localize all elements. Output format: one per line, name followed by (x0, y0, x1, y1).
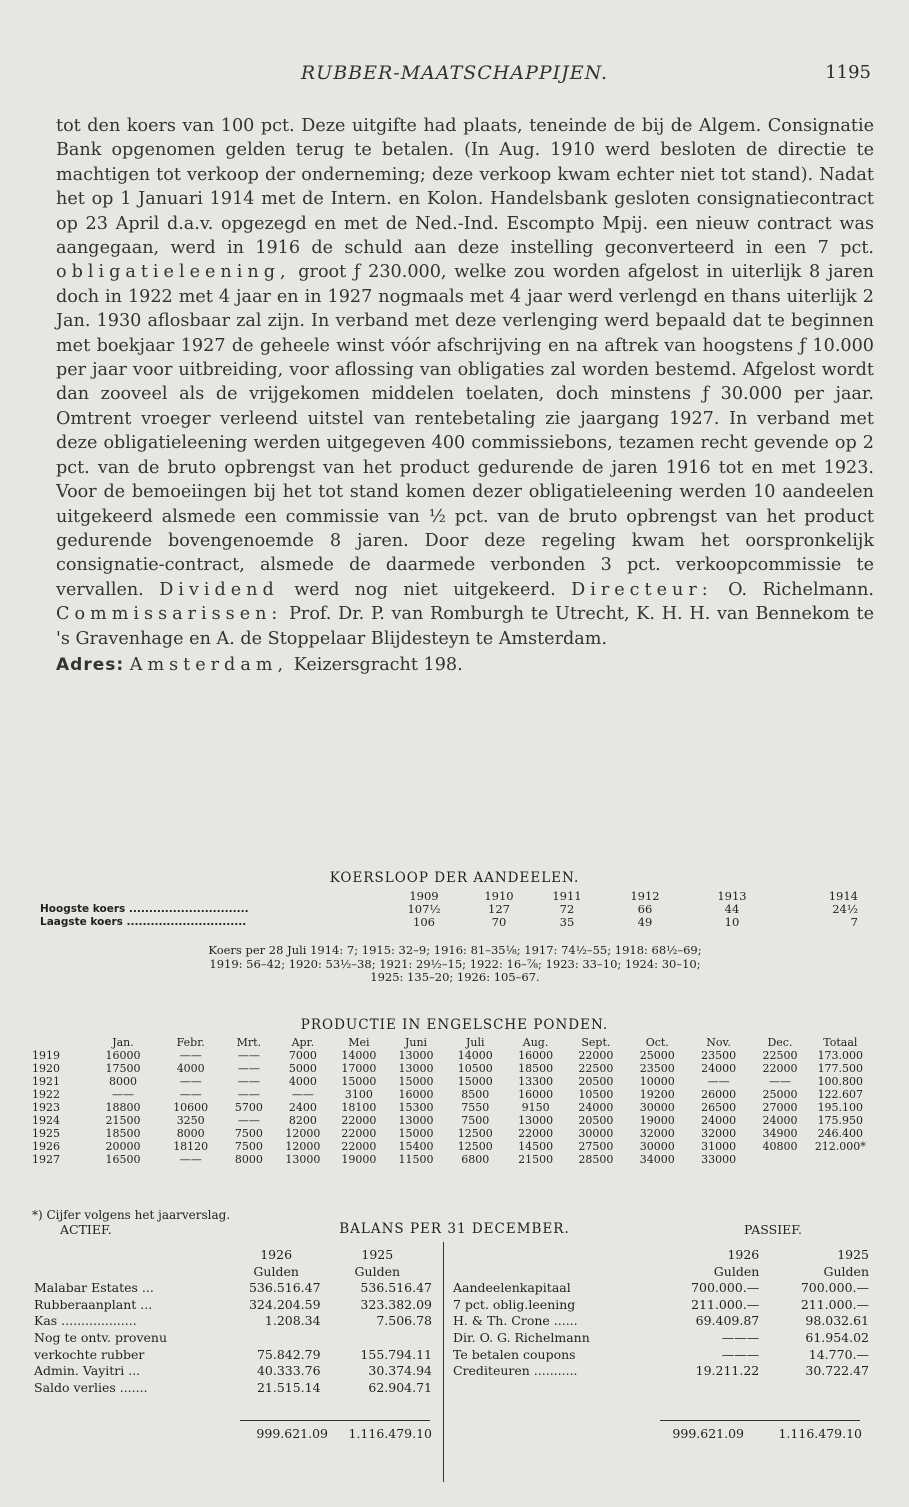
commissarissen-text: Prof. Dr. P. van Romburgh te Utrecht, K. H. H. van Bennekom te 's Gravenhage en A. de Stoppelaar Blijdesteyn te Amsterdam. (56, 604, 874, 649)
table-cell: 18800 (105, 1101, 141, 1114)
row-label: Laagste koers .............................. (40, 916, 247, 928)
balans-title: BALANS PER 31 DECEMBER. (339, 1221, 570, 1237)
table-cell: 15000 (457, 1075, 493, 1088)
table-cell: 195.100 (817, 1101, 864, 1114)
table-cell: 12000 (285, 1127, 321, 1140)
table-cell: 18500 (518, 1062, 554, 1075)
actief-row (34, 1348, 432, 1363)
table-cell: —— (768, 1075, 791, 1088)
table-cell: 15000 (398, 1127, 434, 1140)
table-cell: 7 (850, 915, 858, 929)
table-cell: 5700 (234, 1101, 263, 1114)
table-cell: 32000 (701, 1127, 737, 1140)
koersloop-row-laagste (40, 916, 858, 929)
balans-label: Nog te ontv. provenu (34, 1329, 168, 1345)
table-cell: 33000 (701, 1153, 737, 1166)
actief-table (32, 1246, 434, 1397)
table-row (32, 1101, 870, 1114)
actief-row (34, 1364, 432, 1379)
table-cell: 177.500 (817, 1062, 864, 1075)
passief-table (451, 1246, 871, 1381)
balans-label: H. & Th. Crone ...... (453, 1313, 578, 1329)
table-cell: 21500 (518, 1153, 554, 1166)
balans-value: 1.208.34 (264, 1313, 321, 1329)
adres-label: Adres: (56, 654, 125, 675)
table-cell: 22500 (578, 1062, 614, 1075)
table-cell: 20500 (578, 1075, 614, 1088)
table-cell: 13000 (518, 1114, 554, 1127)
table-cell: 107½ (407, 902, 441, 916)
table-cell: 28500 (578, 1153, 614, 1166)
balans-label: Dir. O. G. Richelmann (453, 1329, 590, 1345)
table-cell: 49 (637, 915, 653, 929)
table-cell: 122.607 (817, 1088, 864, 1101)
table-cell: 17000 (341, 1062, 377, 1075)
productie-title: PRODUCTIE IN ENGELSCHE PONDEN. (300, 1017, 609, 1033)
year-cell: 1910 (484, 889, 514, 903)
table-cell: 18120 (173, 1140, 209, 1153)
table-row (32, 1127, 870, 1140)
column-header: Juni (404, 1036, 428, 1049)
table-cell: 23500 (701, 1049, 737, 1062)
balans-value: 7.506.78 (376, 1313, 432, 1329)
koersloop-notes (40, 944, 870, 985)
table-cell: 14000 (341, 1049, 377, 1062)
table-cell: —— (179, 1049, 202, 1062)
balans-value: 155.794.11 (360, 1346, 432, 1362)
row-year: 1924 (32, 1114, 60, 1127)
actief-head-year: 1926 1925 (260, 1247, 394, 1262)
table-cell: 19200 (639, 1088, 675, 1101)
table-cell: 10500 (457, 1062, 493, 1075)
column-header: Jan. (112, 1036, 134, 1049)
balans-value: 211.000.— (800, 1296, 869, 1312)
table-cell: —— (237, 1062, 260, 1075)
balans-value: ——— (721, 1329, 760, 1345)
table-cell: 23500 (639, 1062, 675, 1075)
table-cell: 70 (491, 915, 507, 929)
balans-value: 324.204.59 (248, 1296, 321, 1312)
table-cell: 20500 (578, 1114, 614, 1127)
row-year: 1925 (32, 1127, 60, 1140)
table-cell: 7550 (461, 1101, 490, 1114)
table-row (32, 1153, 870, 1166)
table-cell: —— (291, 1088, 314, 1101)
table-cell: 24000 (701, 1114, 737, 1127)
table-cell: 72 (559, 902, 575, 916)
table-row (32, 1140, 870, 1153)
page-number: 1195 (825, 62, 871, 83)
table-cell: 246.400 (817, 1127, 864, 1140)
table-cell: —— (707, 1075, 730, 1088)
balans-label: Saldo verlies ....... (34, 1379, 148, 1395)
table-cell: 16000 (518, 1049, 554, 1062)
table-cell: 212.000* (814, 1140, 866, 1153)
row-label: Hoogste koers .............................. (40, 903, 249, 915)
table-cell: 22000 (762, 1062, 798, 1075)
passief-row (453, 1331, 869, 1346)
table-cell: 9150 (521, 1101, 550, 1114)
balans-divider (443, 1242, 444, 1482)
commissarissen-label: Commissarissen: (56, 604, 283, 625)
table-cell: —— (179, 1088, 202, 1101)
actief-body (34, 1248, 432, 1395)
table-cell: 34000 (639, 1153, 675, 1166)
table-cell: 3100 (344, 1088, 373, 1101)
total-actief-1925: 1.116.479.10 (348, 1426, 432, 1441)
table-cell: 13300 (518, 1075, 554, 1088)
koersloop-title: KOERSLOOP DER AANDEELEN. (329, 870, 580, 886)
table-cell: 44 (724, 902, 740, 916)
koersloop-table (40, 890, 858, 929)
row-year: 1927 (32, 1153, 60, 1166)
directeur-text: O. Richelmann. (728, 579, 875, 600)
table-cell: 175.950 (817, 1114, 864, 1127)
balans-value: 323.382.09 (360, 1296, 432, 1312)
table-cell: 22500 (762, 1049, 798, 1062)
table-cell: 11500 (398, 1153, 434, 1166)
table-cell: 12500 (457, 1140, 493, 1153)
table-cell: 22000 (341, 1114, 377, 1127)
balans-value: 69.409.87 (695, 1313, 760, 1329)
productie-table-body (32, 1036, 870, 1166)
table-cell: 40800 (762, 1140, 798, 1153)
productie-header-row (32, 1036, 870, 1049)
spaced-obligatieleening: obligatieleening, (56, 262, 291, 283)
table-cell: 32000 (639, 1127, 675, 1140)
row-year: 1921 (32, 1075, 60, 1088)
row-year: 1926 (32, 1140, 60, 1153)
table-cell: 16500 (105, 1153, 141, 1166)
table-cell: 7500 (461, 1114, 490, 1127)
koersloop-note-2: 1919: 56–42; 1920: 53½–38; 1921: 29½–15; 1922: 16–⅞; 1923: 33–10; 1924: 30–10; (209, 956, 701, 971)
table-cell: —— (237, 1075, 260, 1088)
table-cell: 16000 (105, 1049, 141, 1062)
balans-value: 30.374.94 (368, 1363, 432, 1379)
passief-row (453, 1348, 869, 1363)
passief-head-unit: Gulden Gulden (713, 1263, 869, 1279)
table-cell: 27000 (762, 1101, 798, 1114)
table-cell: 100.800 (817, 1075, 864, 1088)
table-cell (811, 1153, 870, 1166)
passief-label: PASSIEF. (744, 1222, 802, 1237)
table-cell: 24000 (578, 1101, 614, 1114)
column-header: Dec. (767, 1036, 793, 1049)
table-cell: 13000 (398, 1062, 434, 1075)
balans-value (232, 1331, 321, 1346)
productie-table (32, 1036, 870, 1166)
table-cell: 12500 (457, 1127, 493, 1140)
balans-value: 30.722.47 (805, 1363, 869, 1379)
column-header: Nov. (706, 1036, 731, 1049)
table-row (32, 1114, 870, 1127)
balans-value: 700.000.— (800, 1280, 869, 1296)
table-cell: 14000 (457, 1049, 493, 1062)
running-header: RUBBER-MAATSCHAPPIJEN. (300, 62, 609, 84)
balans-label: Te betalen coupons (453, 1346, 576, 1362)
year-cell: 1914 (828, 889, 858, 903)
passief-row (453, 1298, 869, 1313)
table-cell: 10000 (639, 1075, 675, 1088)
year-cell: 1909 (409, 889, 439, 903)
table-cell: 2400 (288, 1101, 317, 1114)
balans-value: 14.770.— (808, 1346, 869, 1362)
passief-totals (654, 1426, 864, 1441)
balans-value (323, 1331, 432, 1346)
table-row (32, 1062, 870, 1075)
table-cell: —— (237, 1114, 260, 1127)
balans-value: 62.904.71 (368, 1379, 432, 1395)
table-cell: —— (179, 1153, 202, 1166)
total-passief-1926: 999.621.09 (672, 1426, 744, 1441)
balans-value: 536.516.47 (248, 1280, 321, 1296)
balans-value: 536.516.47 (360, 1280, 432, 1296)
adres-city: Amsterdam, (129, 654, 289, 675)
koersloop-note-3: 1925: 135–20; 1926: 105–67. (370, 970, 540, 984)
table-cell: —— (111, 1088, 134, 1101)
table-cell: 173.000 (817, 1049, 864, 1062)
table-cell: 7500 (234, 1127, 263, 1140)
table-cell: 25000 (762, 1088, 798, 1101)
koersloop-note-1: Koers per 28 Juli 1914: 7; 1915: 32–9; 1916: 81–35⅛; 1917: 74½–55; 1918: 68½–69; (208, 943, 702, 957)
table-cell: 10600 (173, 1101, 209, 1114)
balans-value: 700.000.— (691, 1280, 760, 1296)
column-header: Oct. (645, 1036, 669, 1049)
balans-label: Malabar Estates ... (34, 1280, 154, 1296)
table-cell: 106 (413, 915, 435, 929)
table-cell: 8500 (461, 1088, 490, 1101)
table-cell: 26000 (701, 1088, 737, 1101)
table-cell: 13000 (398, 1114, 434, 1127)
table-cell: 15400 (398, 1140, 434, 1153)
actief-row (34, 1381, 432, 1396)
table-cell: 15300 (398, 1101, 434, 1114)
table-cell: 26500 (701, 1101, 737, 1114)
year-cell: 1911 (552, 889, 582, 903)
table-cell: 13000 (285, 1153, 321, 1166)
passief-row (453, 1364, 869, 1379)
table-row (32, 1049, 870, 1062)
passief-total-rule (660, 1420, 860, 1421)
table-cell: 30000 (639, 1140, 675, 1153)
balans-value: 211.000.— (691, 1296, 760, 1312)
table-cell: 127 (488, 902, 510, 916)
table-cell: 30000 (578, 1127, 614, 1140)
balans-label: verkochte rubber (34, 1346, 145, 1362)
actief-row (34, 1298, 432, 1313)
passief-row (453, 1281, 869, 1296)
balans-value: 98.032.61 (805, 1313, 869, 1329)
dividend-label: Dividend (159, 579, 279, 600)
table-cell: 16000 (518, 1088, 554, 1101)
table-cell: 27500 (578, 1140, 614, 1153)
table-cell: 25000 (639, 1049, 675, 1062)
table-cell: 17500 (105, 1062, 141, 1075)
balans-label: Kas ................... (34, 1313, 137, 1329)
table-cell: 22000 (341, 1140, 377, 1153)
adres-street: Keizersgracht 198. (293, 654, 463, 675)
actief-label: ACTIEF. (60, 1222, 112, 1237)
column-header: Juli (466, 1036, 485, 1049)
actief-totals (232, 1426, 432, 1441)
table-cell: 7500 (234, 1140, 263, 1153)
actief-head-unit: Gulden Gulden (253, 1263, 401, 1279)
balans-label: Rubberaanplant ... (34, 1296, 153, 1312)
directeur-label: Directeur: (571, 579, 713, 600)
actief-row (34, 1331, 432, 1346)
table-cell: —— (237, 1088, 260, 1101)
balans-value: ——— (721, 1346, 760, 1362)
balans-value: 61.954.02 (805, 1329, 869, 1345)
total-passief-1925: 1.116.479.10 (778, 1426, 862, 1441)
balans-label: Crediteuren ........... (453, 1363, 578, 1379)
table-cell: —— (179, 1075, 202, 1088)
column-header: Febr. (176, 1036, 205, 1049)
table-cell: 30000 (639, 1101, 675, 1114)
table-cell: 13000 (398, 1049, 434, 1062)
table-cell: 18500 (105, 1127, 141, 1140)
table-cell: 19000 (341, 1153, 377, 1166)
table-cell: 8000 (176, 1127, 205, 1140)
table-cell: 7000 (288, 1049, 317, 1062)
column-header: Mei (348, 1036, 370, 1049)
table-cell: 22000 (341, 1127, 377, 1140)
row-year: 1919 (32, 1049, 60, 1062)
table-cell: 15000 (398, 1075, 434, 1088)
table-cell: 21500 (105, 1114, 141, 1127)
table-cell: 8000 (108, 1075, 137, 1088)
table-cell: 22000 (578, 1049, 614, 1062)
balans-label: Aandeelenkapitaal (453, 1280, 571, 1296)
table-cell: 10 (724, 915, 740, 929)
table-cell: 24000 (701, 1062, 737, 1075)
balans-value: 19.211.22 (695, 1363, 760, 1379)
table-cell: 24½ (832, 902, 858, 916)
table-cell: 22000 (518, 1127, 554, 1140)
row-year: 1923 (32, 1101, 60, 1114)
table-cell: 12000 (285, 1140, 321, 1153)
table-cell: 3250 (176, 1114, 205, 1127)
table-cell: 66 (637, 902, 653, 916)
column-header: Totaal (823, 1036, 858, 1049)
table-cell: 4000 (288, 1075, 317, 1088)
column-header: Apr. (291, 1036, 315, 1049)
dividend-text: werd nog niet uitgekeerd. (294, 579, 556, 600)
table-cell (749, 1153, 810, 1166)
table-cell: 20000 (105, 1140, 141, 1153)
table-cell: 14500 (518, 1140, 554, 1153)
text-a: tot den koers van 100 pct. Deze uitgifte had plaats, teneinde de bij de Algem. Consignatie Bank opgenomen gelden terug te betalen. (In Aug. 1910 werd besloten de directie te machtigen tot verkoop der onderneming; deze verkoop kwam echter niet tot stand). Nadat het op 1 Januari 1914 met de Intern. en Kolon. Handelsbank gesloten consignatiecontract op 23 April d.a.v. opgezegd en met de Ned.-Ind. Escompto Mpij. een nieuw contract was aangegaan, werd in 1916 de schuld aan deze instelling geconverteerd in een 7 pct. (56, 116, 874, 259)
table-row (32, 1075, 870, 1088)
balans-value: 21.515.14 (256, 1379, 321, 1395)
text-b: groot ƒ 230.000, welke zou worden afgelost in uiterlijk 8 jaren doch in 1922 met 4 jaar en in 1927 nogmaals met 4 jaar werd verlengd en thans uiterlijk 2 Jan. 1930 aflosbaar zal zijn. In verband met deze verlenging werd bepaald dat te beginnen met boekjaar 1927 de geheele winst vóór afschrijving en na aftrek van hoogstens ƒ 10.000 per jaar voor uitbreiding, voor aflossing van obligaties zal worden bestemd. Afgelost wordt dan zooveel als de vrijgekomen middelen toelaten, doch minstens ƒ 30.000 per jaar. Omtrent vroeger verleend uitstel van rentebetaling zie jaargang 1927. In verband met deze obligatieleening werden uitgegeven 400 commissiebons, tezamen recht gevende op 2 pct. van de bruto opbrengst van het product gedurende de jaren 1916 tot en met 1923. Voor de bemoeiingen bij het tot stand komen dezer obligatieleening werden 10 aandeelen uitgekeerd alsmede een commissie van ½ pct. van de bruto opbrengst van het product gedurende bovengenoemde 8 jaren. Door deze regeling kwam het oorspronkelijk consignatie-contract, alsmede de daarmede verbonden 3 pct. verkoopcommissie te vervallen. (56, 262, 875, 600)
table-cell: 34900 (762, 1127, 798, 1140)
table-cell: 8000 (234, 1153, 263, 1166)
row-year: 1922 (32, 1088, 60, 1101)
column-header: Mrt. (236, 1036, 262, 1049)
passief-head-year: 1926 1925 (727, 1247, 869, 1262)
table-cell: —— (237, 1049, 260, 1062)
passief-body (453, 1248, 869, 1379)
table-cell: 19000 (639, 1114, 675, 1127)
balans-label: 7 pct. oblig.leening (453, 1296, 576, 1312)
table-cell: 31000 (701, 1140, 737, 1153)
table-cell: 4000 (176, 1062, 205, 1075)
table-cell: 8200 (288, 1114, 317, 1127)
table-cell: 10500 (578, 1088, 614, 1101)
passief-row (453, 1314, 869, 1329)
actief-row (34, 1314, 432, 1329)
table-cell: 16000 (398, 1088, 434, 1101)
table-cell: 35 (559, 915, 575, 929)
actief-row (34, 1281, 432, 1296)
balans-label: Admin. Vayitri ... (34, 1363, 141, 1379)
table-cell: 5000 (288, 1062, 317, 1075)
company-history-paragraph (56, 114, 874, 651)
productie-footnote: *) Cijfer volgens het jaarverslag. (32, 1208, 231, 1222)
main-text (56, 114, 874, 677)
table-cell: 18100 (341, 1101, 377, 1114)
table-row (32, 1088, 870, 1101)
year-cell: 1913 (717, 889, 747, 903)
year-cell: 1912 (630, 889, 660, 903)
column-header: Aug. (522, 1036, 549, 1049)
address-line (56, 653, 874, 677)
total-actief-1926: 999.621.09 (256, 1426, 328, 1441)
row-year: 1920 (32, 1062, 60, 1075)
table-cell: 24000 (762, 1114, 798, 1127)
table-cell: 6800 (461, 1153, 490, 1166)
balans-value: 75.842.79 (256, 1346, 321, 1362)
table-cell: 15000 (341, 1075, 377, 1088)
actief-total-rule (240, 1420, 430, 1421)
column-header: Sept. (581, 1036, 611, 1049)
balans-value: 40.333.76 (256, 1363, 321, 1379)
